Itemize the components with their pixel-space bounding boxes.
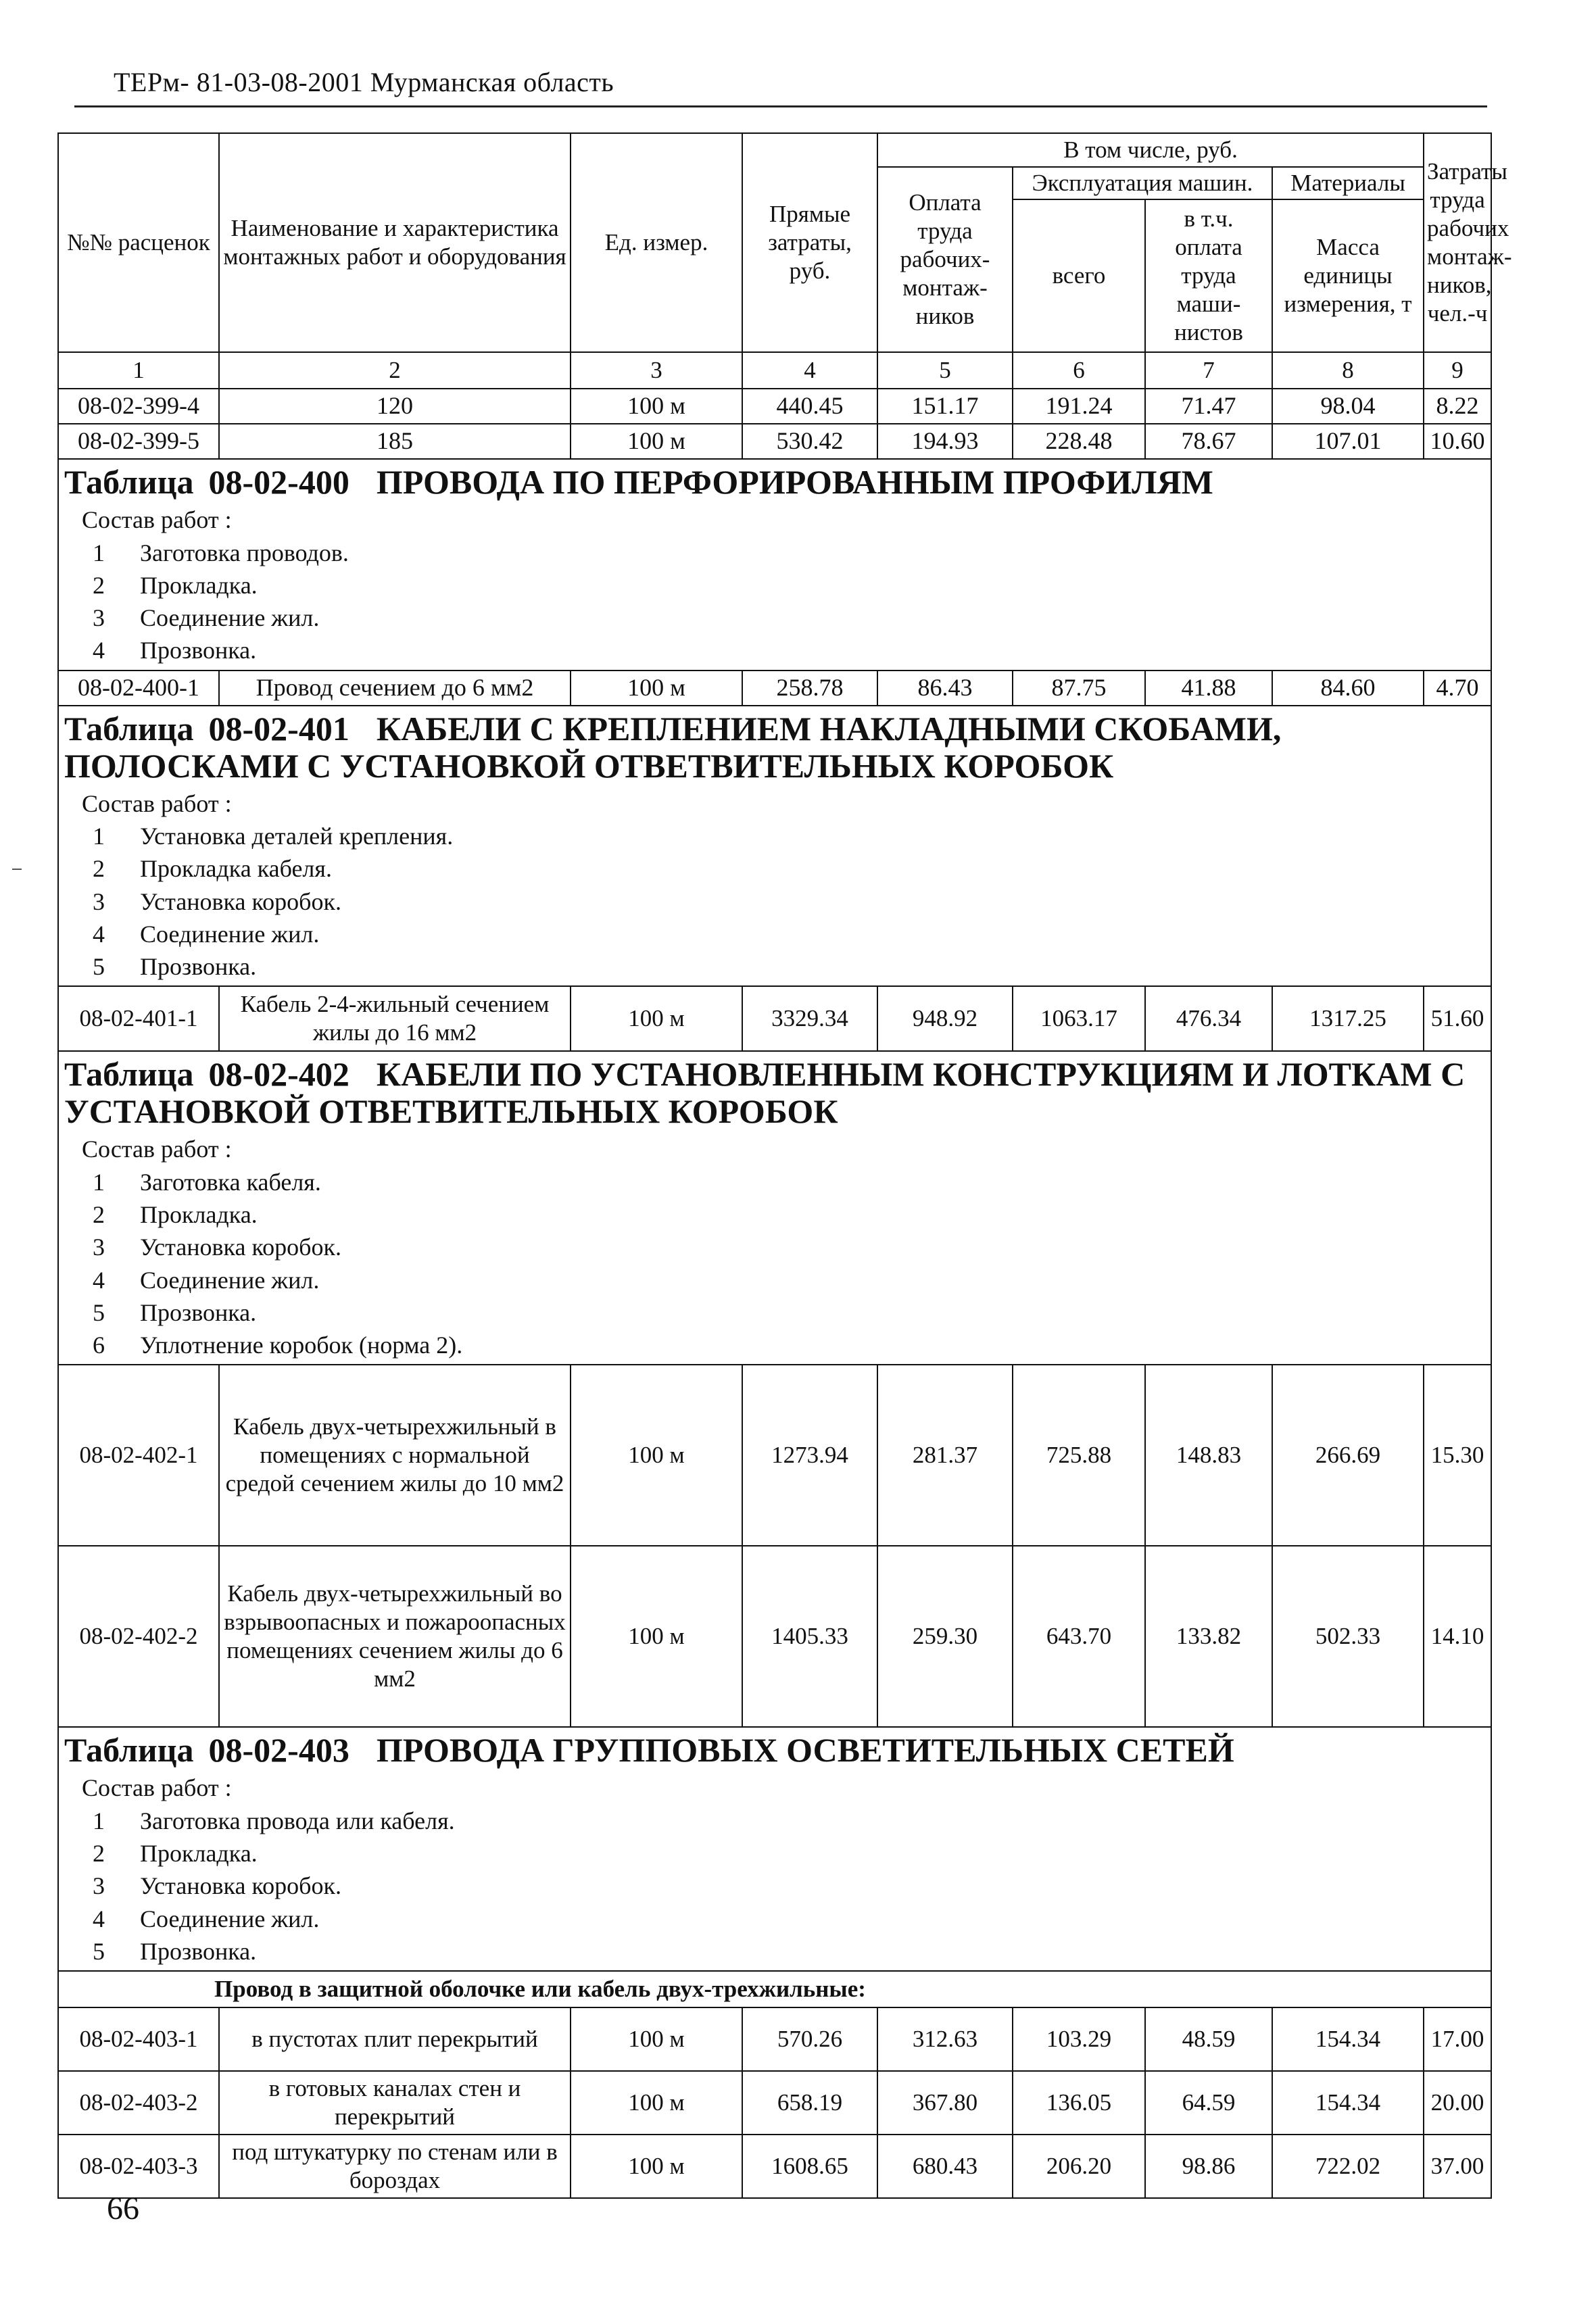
work-number: 4 — [93, 1266, 105, 1294]
row-machines-total: 643.70 — [1013, 1546, 1145, 1727]
work-number: 1 — [93, 539, 105, 566]
column-number-row — [58, 352, 1491, 389]
work-text: Соединение жил. — [140, 604, 320, 632]
work-item — [59, 537, 1491, 569]
row-labor-cost: 51.60 — [1424, 986, 1491, 1051]
row-materials: 154.34 — [1272, 2071, 1424, 2135]
row-unit: 100 м — [571, 986, 742, 1051]
table-number: 08-02-401 — [208, 709, 349, 748]
col-number: 9 — [1424, 352, 1491, 389]
table-row — [58, 1365, 1491, 1546]
row-machines-total: 103.29 — [1013, 2007, 1145, 2071]
works-label: Состав работ : — [82, 1774, 232, 1802]
row-labor-pay: 151.17 — [877, 389, 1013, 424]
table-label: Таблица — [64, 1055, 194, 1094]
row-materials: 107.01 — [1272, 424, 1424, 459]
work-text: Прозвонка. — [140, 1298, 257, 1326]
row-code: 08-02-403-3 — [58, 2135, 219, 2198]
table-row — [58, 2007, 1491, 2071]
work-item — [59, 1837, 1491, 1870]
col-header-labor-pay: Оплата труда рабочих-монтаж-ников — [877, 167, 1013, 352]
work-number: 3 — [93, 1234, 105, 1261]
row-materials: 1317.25 — [1272, 986, 1424, 1051]
work-text: Соединение жил. — [140, 1266, 320, 1294]
row-name: под штукатурку по стенам или в бороздах — [219, 2135, 571, 2198]
row-materials: 84.60 — [1272, 671, 1424, 706]
col-number: 1 — [58, 352, 219, 389]
table-title: ПРОВОДА ПО ПЕРФОРИРОВАННЫМ ПРОФИЛЯМ — [376, 463, 1213, 501]
row-code: 08-02-402-2 — [58, 1546, 219, 1727]
row-direct: 258.78 — [742, 671, 877, 706]
row-direct: 530.42 — [742, 424, 877, 459]
col-header-mass: Масса единицы измерения, т — [1272, 199, 1424, 352]
section-401 — [58, 706, 1491, 987]
row-name: в пустотах плит перекрытий — [219, 2007, 571, 2071]
row-unit: 100 м — [571, 2135, 742, 2198]
row-name: 120 — [219, 389, 571, 424]
col-header-materials: Материалы — [1272, 167, 1424, 199]
row-name: Кабель двух-четырехжильный во взрывоопасных и пожароопасных помещениях сечением жилы до 6 мм2 — [219, 1546, 571, 1727]
row-code: 08-02-399-5 — [58, 424, 219, 459]
row-direct: 658.19 — [742, 2071, 877, 2135]
table-number: 08-02-403 — [208, 1731, 349, 1770]
work-item — [59, 1805, 1491, 1837]
row-code: 08-02-402-1 — [58, 1365, 219, 1546]
work-number: 1 — [93, 1168, 105, 1196]
work-number: 2 — [93, 1201, 105, 1229]
row-labor-pay: 86.43 — [877, 671, 1013, 706]
row-materials: 502.33 — [1272, 1546, 1424, 1727]
row-name: Кабель 2-4-жильный сечением жилы до 16 мм2 — [219, 986, 571, 1051]
work-text: Прокладка. — [140, 571, 258, 599]
col-number: 3 — [571, 352, 742, 389]
work-text: Установка деталей крепления. — [140, 823, 454, 850]
row-labor-cost: 20.00 — [1424, 2071, 1491, 2135]
work-number: 5 — [93, 953, 105, 981]
row-unit: 100 м — [571, 389, 742, 424]
work-item — [59, 885, 1491, 918]
table-number: 08-02-402 — [208, 1055, 349, 1094]
work-item — [59, 1231, 1491, 1263]
works-label: Состав работ : — [82, 506, 232, 533]
work-text: Установка коробок. — [140, 1234, 341, 1261]
table-label: Таблица — [64, 1731, 194, 1770]
row-labor-pay: 367.80 — [877, 2071, 1013, 2135]
work-text: Прокладка кабеля. — [140, 855, 332, 883]
work-text: Уплотнение коробок (норма 2). — [140, 1332, 463, 1359]
row-labor-pay: 281.37 — [877, 1365, 1013, 1546]
table-number: 08-02-400 — [208, 463, 349, 501]
work-text: Заготовка кабеля. — [140, 1168, 321, 1196]
row-code: 08-02-401-1 — [58, 986, 219, 1051]
page-number: 66 — [107, 2191, 139, 2226]
col-header-code: №№ расценок — [58, 133, 219, 352]
row-unit: 100 м — [571, 2007, 742, 2071]
section-title — [59, 460, 1491, 501]
row-machines-labor: 148.83 — [1145, 1365, 1272, 1546]
work-number: 1 — [93, 1807, 105, 1834]
row-code: 08-02-403-2 — [58, 2071, 219, 2135]
work-item — [59, 852, 1491, 885]
section-400-cell — [58, 459, 1491, 671]
row-machines-total: 136.05 — [1013, 2071, 1145, 2135]
work-item — [59, 569, 1491, 602]
row-name: Провод сечением до 6 мм2 — [219, 671, 571, 706]
col-number: 7 — [1145, 352, 1272, 389]
table-row — [58, 2071, 1491, 2135]
row-machines-labor: 98.86 — [1145, 2135, 1272, 2198]
row-code: 08-02-400-1 — [58, 671, 219, 706]
col-number: 5 — [877, 352, 1013, 389]
work-number: 2 — [93, 571, 105, 599]
section-400 — [58, 459, 1491, 671]
work-item — [59, 634, 1491, 666]
section-401-cell — [58, 706, 1491, 987]
section-403 — [58, 1727, 1491, 1971]
table-row — [58, 2135, 1491, 2198]
row-labor-pay: 194.93 — [877, 424, 1013, 459]
table-row — [58, 389, 1491, 424]
work-number: 3 — [93, 604, 105, 632]
work-item — [59, 950, 1491, 983]
row-unit: 100 м — [571, 1365, 742, 1546]
row-labor-cost: 8.22 — [1424, 389, 1491, 424]
row-materials: 98.04 — [1272, 389, 1424, 424]
work-number: 5 — [93, 1937, 105, 1965]
work-item — [59, 1329, 1491, 1361]
margin-mark — [12, 869, 22, 870]
row-labor-cost: 15.30 — [1424, 1365, 1491, 1546]
work-text: Соединение жил. — [140, 920, 320, 948]
work-text: Заготовка проводов. — [140, 539, 349, 566]
row-machines-labor: 48.59 — [1145, 2007, 1272, 2071]
col-number: 6 — [1013, 352, 1145, 389]
row-materials: 266.69 — [1272, 1365, 1424, 1546]
group-header: Провод в защитной оболочке или кабель двух-трехжильные: — [58, 1971, 1491, 2007]
work-text: Соединение жил. — [140, 1905, 320, 1932]
work-number: 3 — [93, 1872, 105, 1900]
work-number: 2 — [93, 855, 105, 883]
work-number: 4 — [93, 637, 105, 664]
work-item — [59, 602, 1491, 634]
table-label: Таблица — [64, 709, 194, 748]
col-header-name: Наименование и характеристика монтажных работ и оборудования — [219, 133, 571, 352]
table-title-line-2: УСТАНОВКОЙ ОТВЕТВИТЕЛЬНЫХ КОРОБОК — [64, 1092, 838, 1131]
row-name: в готовых каналах стен и перекрытий — [219, 2071, 571, 2135]
row-machines-labor: 133.82 — [1145, 1546, 1272, 1727]
row-machines-total: 228.48 — [1013, 424, 1145, 459]
section-title — [59, 706, 1491, 748]
row-machines-labor: 41.88 — [1145, 671, 1272, 706]
col-header-machines-total: всего — [1013, 199, 1145, 352]
row-materials: 722.02 — [1272, 2135, 1424, 2198]
row-labor-pay: 312.63 — [877, 2007, 1013, 2071]
table-row — [58, 671, 1491, 706]
row-machines-total: 725.88 — [1013, 1365, 1145, 1546]
row-machines-total: 191.24 — [1013, 389, 1145, 424]
row-machines-total: 206.20 — [1013, 2135, 1145, 2198]
table-label: Таблица — [64, 463, 194, 501]
section-title — [59, 1052, 1491, 1093]
work-number: 4 — [93, 1905, 105, 1932]
row-labor-cost: 4.70 — [1424, 671, 1491, 706]
works-label: Состав работ : — [82, 789, 232, 817]
table-title: КАБЕЛИ С КРЕПЛЕНИЕМ НАКЛАДНЫМИ СКОБАМИ, — [376, 709, 1282, 748]
work-text: Установка коробок. — [140, 887, 341, 915]
row-code: 08-02-399-4 — [58, 389, 219, 424]
work-item — [59, 1935, 1491, 1968]
row-direct: 3329.34 — [742, 986, 877, 1051]
page-header-title: ТЕРм- 81-03-08-2001 Мурманская область — [114, 67, 614, 97]
section-403-cell — [58, 1727, 1491, 1971]
work-text: Прозвонка. — [140, 637, 257, 664]
work-number: 2 — [93, 1840, 105, 1868]
row-unit: 100 м — [571, 424, 742, 459]
work-item — [59, 820, 1491, 852]
row-direct: 440.45 — [742, 389, 877, 424]
col-number: 2 — [219, 352, 571, 389]
header-row-1 — [58, 133, 1491, 167]
row-labor-cost: 10.60 — [1424, 424, 1491, 459]
section-402 — [58, 1051, 1491, 1365]
work-text: Прозвонка. — [140, 953, 257, 981]
col-header-incl: В том числе, руб. — [877, 133, 1424, 167]
col-header-direct: Прямые затраты, руб. — [742, 133, 877, 352]
work-number: 5 — [93, 1298, 105, 1326]
row-labor-pay: 680.43 — [877, 2135, 1013, 2198]
work-item — [59, 1870, 1491, 1902]
work-item — [59, 918, 1491, 950]
row-direct: 570.26 — [742, 2007, 877, 2071]
work-number: 3 — [93, 887, 105, 915]
row-labor-cost: 37.00 — [1424, 2135, 1491, 2198]
work-number: 1 — [93, 823, 105, 850]
row-unit: 100 м — [571, 2071, 742, 2135]
works-label: Состав работ : — [82, 1136, 232, 1163]
col-number: 4 — [742, 352, 877, 389]
price-table — [57, 132, 1512, 2199]
table-row — [58, 1546, 1491, 1727]
col-header-labor-cost: Затраты труда рабочих монтаж-ников, чел.-ч — [1424, 133, 1491, 352]
table-title-line-2: ПОЛОСКАМИ С УСТАНОВКОЙ ОТВЕТВИТЕЛЬНЫХ КОРОБОК — [64, 746, 1114, 785]
work-item — [59, 1903, 1491, 1935]
section-402-cell — [58, 1051, 1491, 1365]
group-header-row — [58, 1971, 1491, 2007]
col-header-machines-labor: в т.ч. оплата труда маши-нистов — [1145, 199, 1272, 352]
row-labor-pay: 948.92 — [877, 986, 1013, 1051]
row-labor-pay: 259.30 — [877, 1546, 1013, 1727]
work-text: Прокладка. — [140, 1201, 258, 1229]
work-item — [59, 1264, 1491, 1296]
work-item — [59, 1296, 1491, 1329]
row-machines-labor: 64.59 — [1145, 2071, 1272, 2135]
row-labor-cost: 17.00 — [1424, 2007, 1491, 2071]
row-name: Кабель двух-четырехжильный в помещениях с нормальной средой сечением жилы до 10 мм2 — [219, 1365, 571, 1546]
table-title: ПРОВОДА ГРУППОВЫХ ОСВЕТИТЕЛЬНЫХ СЕТЕЙ — [376, 1731, 1234, 1770]
work-text: Прокладка. — [140, 1840, 258, 1868]
table-row — [58, 424, 1491, 459]
work-number: 6 — [93, 1332, 105, 1359]
row-code: 08-02-403-1 — [58, 2007, 219, 2071]
row-machines-total: 1063.17 — [1013, 986, 1145, 1051]
row-machines-labor: 476.34 — [1145, 986, 1272, 1051]
col-header-unit: Ед. измер. — [571, 133, 742, 352]
work-text: Заготовка провода или кабеля. — [140, 1807, 455, 1834]
row-unit: 100 м — [571, 1546, 742, 1727]
row-direct: 1405.33 — [742, 1546, 877, 1727]
section-title — [59, 1728, 1491, 1769]
row-machines-labor: 71.47 — [1145, 389, 1272, 424]
work-item — [59, 1198, 1491, 1231]
row-machines-labor: 78.67 — [1145, 424, 1272, 459]
row-direct: 1608.65 — [742, 2135, 877, 2198]
work-text: Установка коробок. — [140, 1872, 341, 1900]
row-direct: 1273.94 — [742, 1365, 877, 1546]
table-title: КАБЕЛИ ПО УСТАНОВЛЕННЫМ КОНСТРУКЦИЯМ И ЛОТКАМ С — [376, 1055, 1466, 1094]
work-number: 4 — [93, 920, 105, 948]
header-rule — [74, 105, 1487, 107]
row-name: 185 — [219, 424, 571, 459]
work-item — [59, 1166, 1491, 1198]
row-machines-total: 87.75 — [1013, 671, 1145, 706]
col-header-machines: Эксплуатация машин. — [1013, 167, 1272, 199]
work-text: Прозвонка. — [140, 1937, 257, 1965]
table-row — [58, 986, 1491, 1051]
row-materials: 154.34 — [1272, 2007, 1424, 2071]
row-labor-cost: 14.10 — [1424, 1546, 1491, 1727]
row-unit: 100 м — [571, 671, 742, 706]
col-number: 8 — [1272, 352, 1424, 389]
